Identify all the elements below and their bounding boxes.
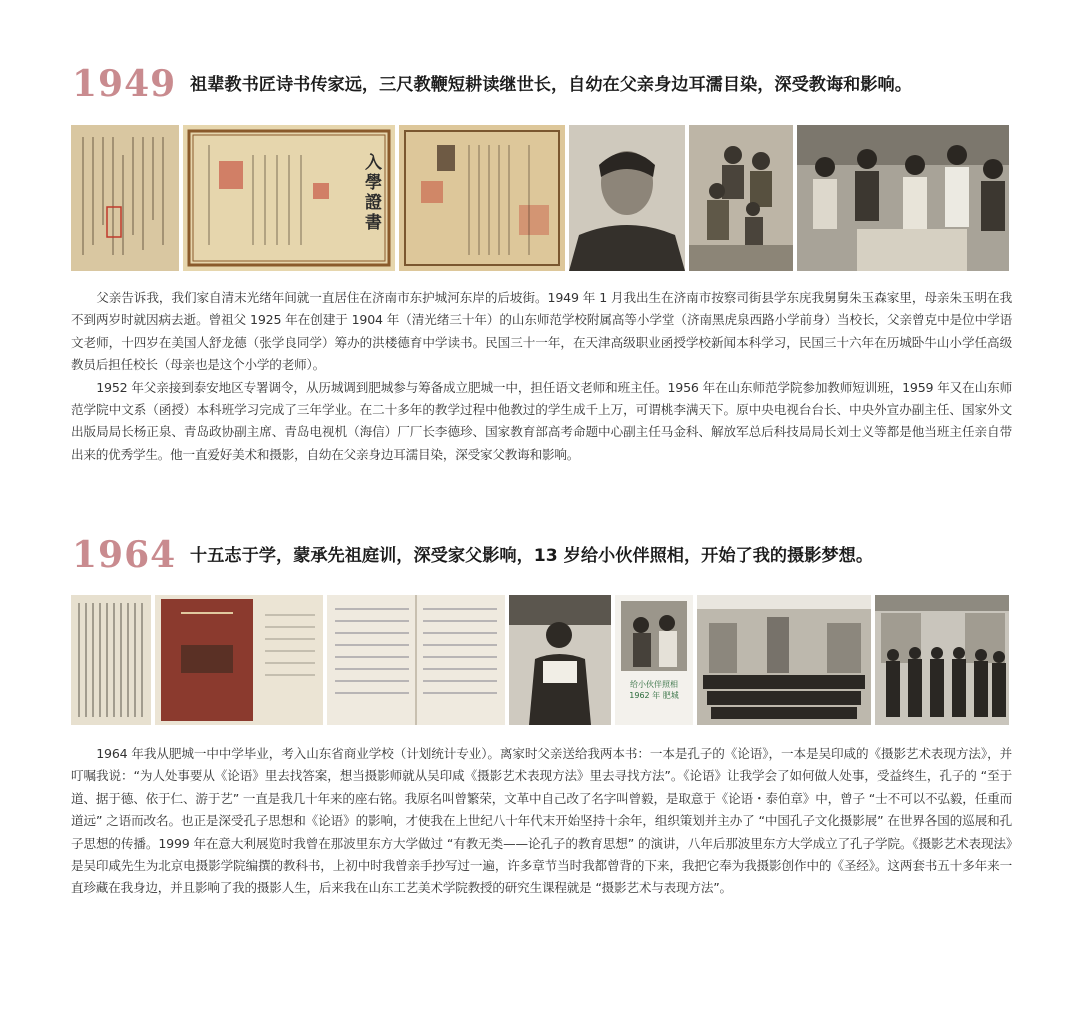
- section-body: [71, 743, 1012, 900]
- handwritten-notes-icon: [327, 595, 505, 725]
- section-heading: [72, 533, 1032, 583]
- group-photo-icon: [697, 595, 871, 725]
- photo-strip: [71, 125, 1009, 271]
- section-motto: 十五志于学，蒙承先祖庭训，深受家父影响，13 岁给小伙伴照相，开始了我的摄影梦想。: [190, 546, 874, 566]
- old-book-page-icon: [71, 595, 151, 725]
- reading-man-photo-icon: [509, 595, 611, 725]
- photo-caption: 给小伙伴照相 1962 年 肥城: [629, 680, 679, 700]
- section-1964: [0, 525, 1080, 1009]
- year-label: 1949: [72, 63, 177, 105]
- section-body: [71, 287, 1012, 466]
- red-book-icon: [155, 595, 323, 725]
- portrait-icon: [569, 125, 685, 271]
- classroom-photo-icon: [797, 125, 1009, 271]
- certificate-caption: 入學證書: [365, 153, 382, 233]
- certificate-icon: [399, 125, 565, 271]
- certificate-icon: [183, 125, 395, 271]
- group-photo-icon: [875, 595, 1009, 725]
- family-photo-icon: [689, 125, 793, 271]
- paragraph: 1952 年父亲接到泰安地区专署调令，从历城调到肥城参与筹备成立肥城一中，担任语文老师和班主任。1956 年在山东师范学院参加教师短训班，1959 年又在山东师范学院中文系（函授）本科班学习完成了三年学业。在二十多年的教学过程中他教过的学生成千上万，可谓桃李满天下。原中央电视台台长、中央外宣办副主任、国家外文出版局局长杨正泉、青岛政协副主席、青岛电视机（海信）厂厂长李德珍、国家教育部高考命题中心副主任马金科、解放军总后科技局局长刘士义等都是他当班主任亲自带出来的优秀学生。他一直爱好美术和摄影，自幼在父亲身边耳濡目染，深受家父教诲和影响。: [71, 379, 1012, 462]
- section-heading: [72, 62, 1032, 112]
- old-book-page-icon: [71, 125, 179, 271]
- children-photo-icon: [615, 595, 693, 725]
- photo-strip: [71, 595, 1009, 725]
- paragraph: 父亲告诉我，我们家自清末光绪年间就一直居住在济南市东护城河东岸的后坡街。1949 年 1 月我出生在济南市按察司街县学东庑我舅舅朱玉森家里，母亲朱玉明在我不到两岁时就因病去逝。曾祖父 1925 年在创建于 1904 年（清光绪三十年）的山东师范学校附属高等小学堂（济南黑虎泉西路小学前身）当校长，父亲曾克中是位中学语文老师，十四岁在美国人舒龙德（张学良同学）筹办的洪楼德育中学读书。民国三十一年，在天津高级职业函授学校新闻本科学习，民国三十六年在历城卧牛山小学任高级教员后担任校长（母亲也是这个小学的老师）。: [71, 290, 1012, 373]
- paragraph: 1964 年我从肥城一中中学毕业，考入山东省商业学校（计划统计专业）。离家时父亲送给我两本书：一本是孔子的《论语》，一本是吴印咸的《摄影艺术表现方法》，并叮嘱我说：“为人处事要从《论语》里去找答案，想当摄影师就从吴印咸《摄影艺术表现方法》里去寻找方法”。《论语》让我学会了如何做人处事，受益终生，孔子的 “至于道、据于德、依于仁、游于艺” 一直是我几十年来的座右铭。我原名叫曾繁荣，文革中自己改了名字叫曾毅，是取意于《论语・泰伯章》中，曾子 “士不可以不弘毅，任重而道远” 之语而改名。也正是深受孔子思想和《论语》的影响，才使我在上世纪八十年代末开始坚持十余年，组织策划并主办了 “中国孔子文化摄影展” 在世界各国的巡展和孔子思想的传播。1999 年在意大利展览时我曾在那波里东方大学做过 “有教无类——论孔子的教育思想” 的演讲，八年后那波里东方大学成立了孔子学院。《摄影艺术表现法》是吴印咸先生为北京电摄影学院编撰的教科书，上初中时我曾亲手抄写过一遍，许多章节当时我都曾背的下来，我把它奉为我摄影创作中的《圣经》。这两套书五十多年来一直珍藏在我身边，并且影响了我的摄影人生，后来我在山东工艺美术学院教授的研究生课程就是 “摄影艺术与表现方法”。: [71, 746, 1012, 896]
- section-motto: 祖辈教书匠诗书传家远，三尺教鞭短耕读继世长，自幼在父亲身边耳濡目染，深受教诲和影响。: [190, 75, 912, 95]
- year-label: 1964: [72, 534, 177, 576]
